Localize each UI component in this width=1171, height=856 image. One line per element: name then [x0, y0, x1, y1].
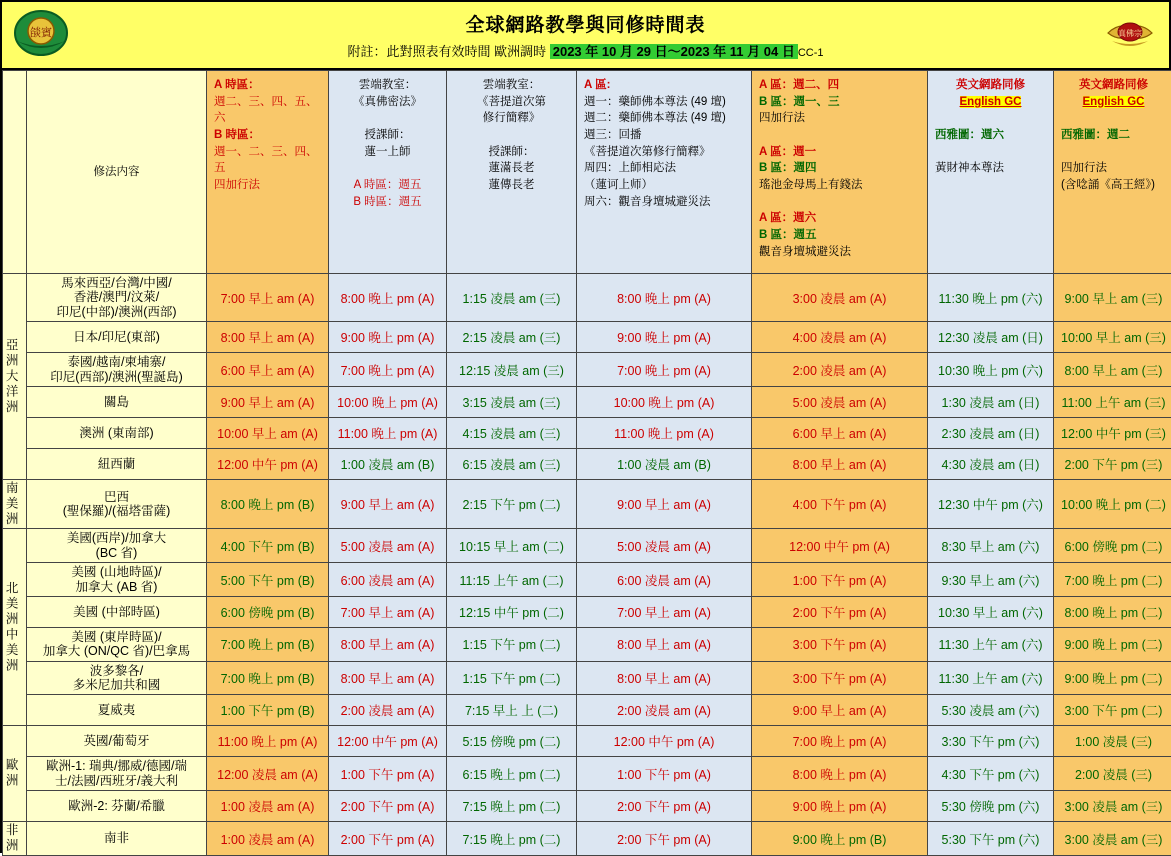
page-header [2, 2, 1169, 70]
time-cell: 5:30 傍晚 pm (六) [928, 791, 1054, 822]
time-cell: 12:00 中午 pm (A) [577, 726, 752, 757]
time-cell: 12:15 中午 pm (二) [447, 596, 577, 627]
header-note [347, 41, 823, 60]
time-cell: 12:00 中午 pm (三) [1054, 417, 1171, 448]
time-cell: 9:00 晚上 pm (二) [1054, 627, 1171, 661]
time-cell: 1:00 凌晨 am (B) [577, 448, 752, 479]
time-cell: 7:00 晚上 pm (B) [207, 627, 329, 661]
time-cell: 6:00 早上 am (A) [752, 417, 928, 448]
time-cell: 9:00 晚上 pm (A) [329, 322, 447, 353]
time-cell: 5:00 凌晨 am (A) [577, 529, 752, 563]
time-cell: 10:00 晚上 pm (A) [577, 386, 752, 417]
time-cell: 9:00 晚上 pm (B) [752, 822, 928, 856]
time-cell: 1:00 下午 pm (A) [329, 757, 447, 791]
time-cell: 11:30 上午 am (六) [928, 661, 1054, 695]
time-cell: 9:00 早上 am (A) [329, 479, 447, 529]
time-cell: 2:15 凌晨 am (三) [447, 322, 577, 353]
time-cell: 8:00 早上 am (A) [329, 627, 447, 661]
time-cell: 3:00 下午 pm (A) [752, 627, 928, 661]
region-label: 北美洲中美洲 [3, 529, 27, 726]
time-cell: 1:00 下午 pm (A) [577, 757, 752, 791]
time-cell: 5:00 凌晨 am (A) [329, 529, 447, 563]
region-label: 亞洲大洋洲 [3, 274, 27, 480]
svg-text:真佛宗: 真佛宗 [1118, 28, 1142, 38]
header-code: CC-1 [798, 47, 824, 59]
table-row [3, 627, 1171, 661]
city-label: 日本/印尼(東部) [27, 322, 207, 353]
time-cell: 1:00 凌晨 (三) [1054, 726, 1171, 757]
table-row [3, 417, 1171, 448]
col-cloud-classroom-2: 雲端教室： 《菩提道次第 修行簡釋》 授課師： 蓮滿長老 蓮傳長老 [447, 71, 577, 274]
time-cell: 1:15 下午 pm (二) [447, 627, 577, 661]
time-cell: 3:00 凌晨 am (三) [1054, 791, 1171, 822]
time-cell: 4:00 下午 pm (B) [207, 529, 329, 563]
time-cell: 9:00 早上 am (A) [577, 479, 752, 529]
city-label: 歐洲-2: 芬蘭/希臘 [27, 791, 207, 822]
time-cell: 7:15 晚上 pm (二) [447, 822, 577, 856]
city-label: 巴西 (聖保羅)/(福塔雷薩) [27, 479, 207, 529]
time-cell: 6:15 晚上 pm (二) [447, 757, 577, 791]
time-cell: 1:00 凌晨 am (B) [329, 448, 447, 479]
time-cell: 11:00 晚上 pm (A) [207, 726, 329, 757]
time-cell: 3:30 下午 pm (六) [928, 726, 1054, 757]
time-cell: 7:00 早上 am (A) [207, 274, 329, 322]
table-row [3, 479, 1171, 529]
time-cell: 8:00 晚上 pm (A) [577, 274, 752, 322]
time-cell: 6:00 凌晨 am (A) [329, 563, 447, 597]
time-cell: 12:00 中午 pm (A) [207, 448, 329, 479]
time-cell: 2:00 下午 pm (A) [329, 822, 447, 856]
region-label: 南美洲 [3, 479, 27, 529]
time-cell: 2:15 下午 pm (二) [447, 479, 577, 529]
city-label: 英國/葡萄牙 [27, 726, 207, 757]
time-cell: 8:00 早上 am (A) [329, 661, 447, 695]
time-cell: 12:00 中午 pm (A) [329, 726, 447, 757]
col-cloud-classroom-1: 雲端教室： 《真佛密法》 授課師： 蓮一上師 A 時區：週五 B 時區：週五 [329, 71, 447, 274]
time-cell: 12:30 中午 pm (六) [928, 479, 1054, 529]
time-cell: 2:00 下午 pm (A) [577, 791, 752, 822]
time-cell: 7:00 晚上 pm (A) [329, 353, 447, 387]
table-row [3, 757, 1171, 791]
time-cell: 9:00 早上 am (A) [752, 695, 928, 726]
table-row [3, 353, 1171, 387]
time-cell: 11:00 上午 am (三) [1054, 386, 1171, 417]
time-cell: 1:00 凌晨 am (A) [207, 791, 329, 822]
col-english-gc-seattle-sat: 英文網路同修 English GC 西雅圖：週六 黃財神本尊法 [928, 71, 1054, 274]
time-cell: 1:00 下午 pm (A) [752, 563, 928, 597]
city-label: 歐洲-1: 瑞典/挪威/德國/瑞 士/法國/西班牙/義大利 [27, 757, 207, 791]
time-cell: 9:00 晚上 pm (A) [577, 322, 752, 353]
time-cell: 2:00 下午 pm (A) [752, 596, 928, 627]
time-cell: 3:00 下午 pm (A) [752, 661, 928, 695]
time-cell: 2:00 下午 pm (A) [577, 822, 752, 856]
time-cell: 1:00 凌晨 am (A) [207, 822, 329, 856]
time-cell: 2:00 凌晨 (三) [1054, 757, 1171, 791]
svg-text:燄賓: 燄賓 [30, 25, 53, 39]
time-cell: 1:15 下午 pm (二) [447, 661, 577, 695]
time-cell: 5:30 凌晨 am (六) [928, 695, 1054, 726]
time-cell: 8:00 早上 am (A) [207, 322, 329, 353]
time-cell: 9:00 早上 am (三) [1054, 274, 1171, 322]
time-cell: 10:00 晚上 pm (二) [1054, 479, 1171, 529]
time-cell: 6:00 傍晚 pm (二) [1054, 529, 1171, 563]
table-row [3, 695, 1171, 726]
time-cell: 7:00 晚上 pm (二) [1054, 563, 1171, 597]
header-note-prefix: 附註：此對照表有效時間 歐洲調時 [347, 44, 546, 59]
table-row [3, 448, 1171, 479]
city-label: 澳洲 (東南部) [27, 417, 207, 448]
time-cell: 2:00 下午 pm (A) [329, 791, 447, 822]
time-cell: 9:00 早上 am (A) [207, 386, 329, 417]
time-cell: 1:00 下午 pm (B) [207, 695, 329, 726]
time-cell: 12:00 中午 pm (A) [752, 529, 928, 563]
time-cell: 7:00 晚上 pm (A) [577, 353, 752, 387]
schedule-table [2, 70, 1171, 856]
time-cell: 4:00 下午 pm (A) [752, 479, 928, 529]
time-cell: 2:30 凌晨 am (日) [928, 417, 1054, 448]
time-cell: 8:30 早上 am (六) [928, 529, 1054, 563]
col-area-a-weekly: A 區: 週一：藥師佛本尊法 (49 壇) 週二：藥師佛本尊法 (49 壇) 週三：回播 《菩提道次第修行簡釋》 周四：上師相応法 （蓮诃上师） 周六：觀音身壇城避災法 [577, 71, 752, 274]
col-practice-schedule: A 時區： 週二、三、四、五、六 B 時區： 週一、二、三、四、五 四加行法 [207, 71, 329, 274]
city-label: 波多黎各/ 多米尼加共和國 [27, 661, 207, 695]
time-cell: 1:30 凌晨 am (日) [928, 386, 1054, 417]
time-cell: 6:15 凌晨 am (三) [447, 448, 577, 479]
time-cell: 8:00 晚上 pm (A) [752, 757, 928, 791]
time-cell: 9:30 早上 am (六) [928, 563, 1054, 597]
time-cell: 7:15 晚上 pm (二) [447, 791, 577, 822]
time-cell: 10:00 早上 am (三) [1054, 322, 1171, 353]
time-cell: 2:00 凌晨 am (A) [752, 353, 928, 387]
time-cell: 11:30 上午 am (六) [928, 627, 1054, 661]
time-cell: 12:15 凌晨 am (三) [447, 353, 577, 387]
column-header-row [3, 71, 1171, 274]
city-label: 夏威夷 [27, 695, 207, 726]
time-cell: 11:30 晚上 pm (六) [928, 274, 1054, 322]
time-cell: 8:00 早上 am (A) [577, 661, 752, 695]
page-title: 全球網路教學與同修時間表 [347, 10, 823, 37]
time-cell: 8:00 早上 am (A) [577, 627, 752, 661]
city-label: 紐西蘭 [27, 448, 207, 479]
table-row [3, 596, 1171, 627]
time-cell: 8:00 晚上 pm (B) [207, 479, 329, 529]
time-cell: 8:00 早上 am (A) [752, 448, 928, 479]
time-cell: 4:30 下午 pm (六) [928, 757, 1054, 791]
time-cell: 11:00 晚上 pm (A) [329, 417, 447, 448]
time-cell: 2:00 凌晨 am (A) [329, 695, 447, 726]
city-label: 南非 [27, 822, 207, 856]
time-cell: 7:00 晚上 pm (B) [207, 661, 329, 695]
time-cell: 5:00 下午 pm (B) [207, 563, 329, 597]
time-cell: 9:00 晚上 pm (二) [1054, 661, 1171, 695]
time-cell: 3:00 凌晨 am (A) [752, 274, 928, 322]
time-cell: 8:00 晚上 pm (二) [1054, 596, 1171, 627]
time-cell: 4:15 凌晨 am (三) [447, 417, 577, 448]
table-row [3, 726, 1171, 757]
time-cell: 10:30 晚上 pm (六) [928, 353, 1054, 387]
table-row [3, 791, 1171, 822]
time-cell: 7:00 晚上 pm (A) [752, 726, 928, 757]
time-cell: 5:00 凌晨 am (A) [752, 386, 928, 417]
city-label: 美國 (東岸時區)/ 加拿大 (ON/QC 省)/巴拿馬 [27, 627, 207, 661]
lotus-emblem-icon [12, 6, 70, 60]
time-cell: 11:15 上午 am (二) [447, 563, 577, 597]
time-cell: 4:30 凌晨 am (日) [928, 448, 1054, 479]
time-cell: 10:00 晚上 pm (A) [329, 386, 447, 417]
time-cell: 7:00 早上 am (A) [577, 596, 752, 627]
time-cell: 5:30 下午 pm (六) [928, 822, 1054, 856]
table-row [3, 822, 1171, 856]
time-cell: 3:15 凌晨 am (三) [447, 386, 577, 417]
time-cell: 12:00 凌晨 am (A) [207, 757, 329, 791]
city-label: 泰國/越南/柬埔寨/ 印尼(西部)/澳洲(聖誕島) [27, 353, 207, 387]
city-label: 美國 (山地時區)/ 加拿大 (AB 省) [27, 563, 207, 597]
city-label: 關島 [27, 386, 207, 417]
time-cell: 12:30 凌晨 am (日) [928, 322, 1054, 353]
header-date-range: 2023 年 10 月 29 日～2023 年 11 月 04 日 [550, 44, 798, 59]
table-row [3, 322, 1171, 353]
time-cell: 2:00 凌晨 am (A) [577, 695, 752, 726]
table-row [3, 529, 1171, 563]
time-cell: 10:15 早上 am (二) [447, 529, 577, 563]
time-cell: 7:00 早上 am (A) [329, 596, 447, 627]
time-cell: 3:00 下午 pm (二) [1054, 695, 1171, 726]
time-cell: 1:15 凌晨 am (三) [447, 274, 577, 322]
time-cell: 6:00 傍晚 pm (B) [207, 596, 329, 627]
col-area-ab: A 區：週二、四 B 區：週一、三 四加行法 A 區：週一 B 區：週四 瑤池金母馬上有錢法 A 區：週六 B 區：週五 觀音身壇城避災法 [752, 71, 928, 274]
row-label-header: 修法内容 [27, 71, 207, 274]
time-cell: 7:15 早上 上 (二) [447, 695, 577, 726]
time-cell: 8:00 早上 am (三) [1054, 353, 1171, 387]
city-label: 美國(西岸)/加拿大 (BC 省) [27, 529, 207, 563]
region-label: 歐洲 [3, 726, 27, 822]
table-row [3, 274, 1171, 322]
table-row [3, 661, 1171, 695]
city-label: 馬來西亞/台灣/中國/ 香港/澳門/汶萊/ 印尼(中部)/澳洲(西部) [27, 274, 207, 322]
time-cell: 8:00 晚上 pm (A) [329, 274, 447, 322]
region-label: 非洲 [3, 822, 27, 856]
time-cell: 6:00 早上 am (A) [207, 353, 329, 387]
time-cell: 9:00 晚上 pm (A) [752, 791, 928, 822]
time-cell: 10:00 早上 am (A) [207, 417, 329, 448]
time-cell: 3:00 凌晨 am (三) [1054, 822, 1171, 856]
time-cell: 10:30 早上 am (六) [928, 596, 1054, 627]
table-row [3, 386, 1171, 417]
time-cell: 2:00 下午 pm (三) [1054, 448, 1171, 479]
time-cell: 11:00 晚上 pm (A) [577, 417, 752, 448]
time-cell: 5:15 傍晚 pm (二) [447, 726, 577, 757]
time-cell: 6:00 凌晨 am (A) [577, 563, 752, 597]
time-cell: 4:00 凌晨 am (A) [752, 322, 928, 353]
corner-blank [3, 71, 27, 274]
col-english-gc-seattle-tue: 英文網路同修 English GC 西雅圖：週二 四加行法 (含唸誦《高王經》) [1054, 71, 1171, 274]
golden-crest-icon [1101, 6, 1159, 60]
table-row [3, 563, 1171, 597]
city-label: 美國 (中部時區) [27, 596, 207, 627]
